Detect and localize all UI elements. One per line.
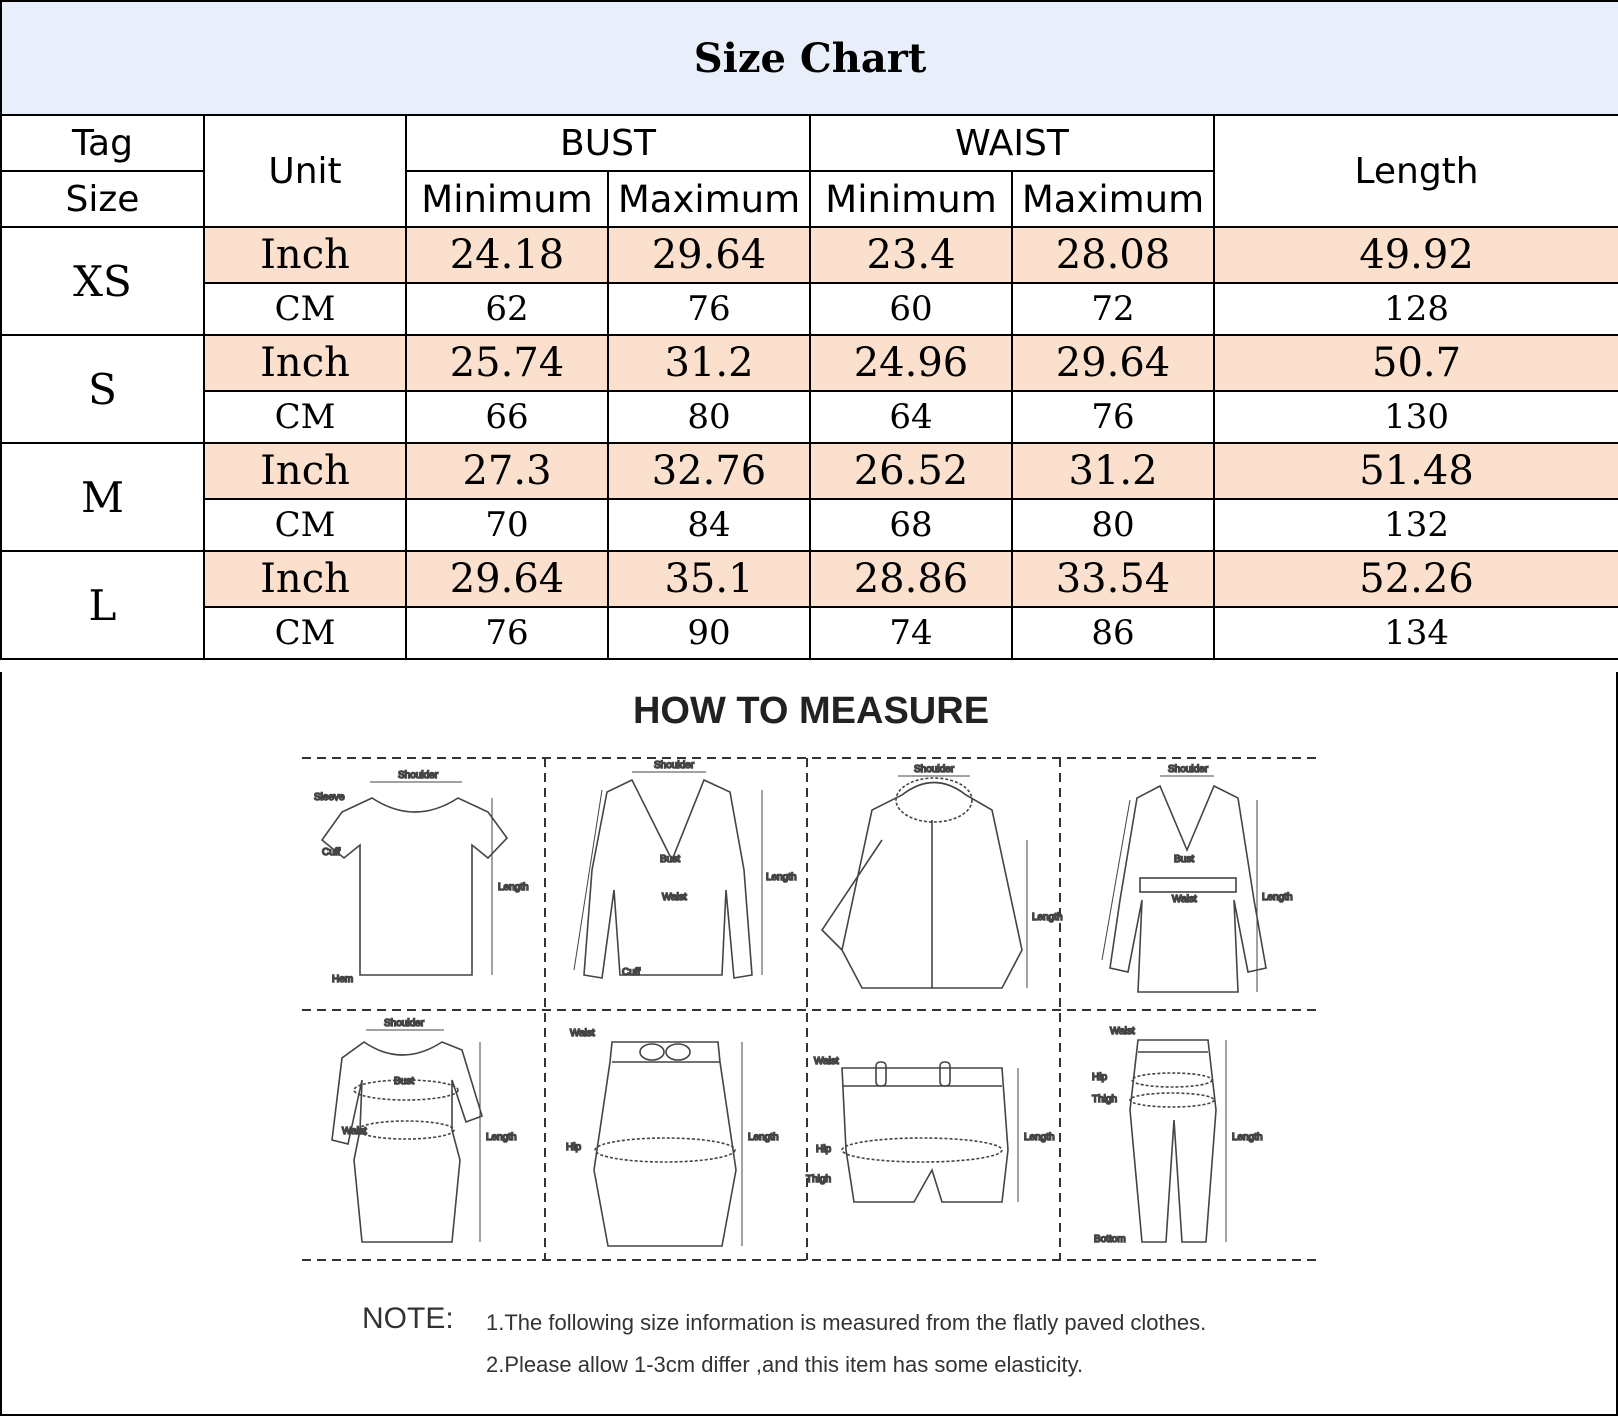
unit-cell: CM [204, 391, 406, 443]
length-label: Length [1024, 1132, 1055, 1143]
shoulder-label: Shoulder [1168, 764, 1209, 775]
trench-coat-diagram [1102, 764, 1293, 992]
note-line-2: 2.Please allow 1-3cm differ ,and this item has some elasticity. [486, 1352, 1084, 1377]
table-row [1, 499, 1618, 551]
bust-max-cell: 31.2 [608, 335, 810, 391]
waist-max-cell: 80 [1012, 499, 1214, 551]
waist-min-cell: 24.96 [810, 335, 1012, 391]
waist-label: Waist [1110, 1026, 1135, 1037]
bust-max-cell: 90 [608, 607, 810, 659]
hip-label: Hip [1092, 1072, 1108, 1083]
waist-max-cell: 76 [1012, 391, 1214, 443]
bust-maximum-header: Maximum [608, 171, 810, 227]
size-label: S [1, 335, 204, 443]
tag-header: Tag [1, 115, 204, 171]
unit-cell: Inch [204, 335, 406, 391]
bust-max-cell: 76 [608, 283, 810, 335]
bust-min-cell: 29.64 [406, 551, 608, 607]
table-row [1, 551, 1618, 607]
pants-diagram [1092, 1026, 1263, 1245]
waist-min-cell: 23.4 [810, 227, 1012, 283]
shoulder-label: Shoulder [384, 1018, 425, 1029]
hip-label: Hip [816, 1144, 832, 1155]
hooded-coat-diagram [822, 764, 1063, 988]
waist-min-cell: 26.52 [810, 443, 1012, 499]
unit-cell: CM [204, 607, 406, 659]
length-cell: 134 [1214, 607, 1618, 659]
size-chart-title: Size Chart [1, 1, 1618, 115]
sleeve-label: Sleeve [314, 792, 345, 803]
length-cell: 50.7 [1214, 335, 1618, 391]
length-cell: 51.48 [1214, 443, 1618, 499]
how-to-measure-section [0, 672, 1618, 1416]
bust-label: Bust [1174, 854, 1195, 865]
length-label: Length [766, 872, 797, 883]
unit-cell: Inch [204, 227, 406, 283]
waist-label: Waist [570, 1028, 595, 1039]
bust-max-cell: 32.76 [608, 443, 810, 499]
table-row [1, 607, 1618, 659]
length-cell: 130 [1214, 391, 1618, 443]
measurement-diagram [302, 750, 1322, 1275]
table-row [1, 335, 1618, 391]
length-label: Length [1262, 892, 1293, 903]
waist-max-cell: 29.64 [1012, 335, 1214, 391]
waist-minimum-header: Minimum [810, 171, 1012, 227]
length-label: Length [1032, 912, 1063, 923]
bust-min-cell: 25.74 [406, 335, 608, 391]
bust-label: Bust [394, 1076, 415, 1087]
waist-min-cell: 74 [810, 607, 1012, 659]
waist-max-cell: 72 [1012, 283, 1214, 335]
bust-min-cell: 70 [406, 499, 608, 551]
length-header: Length [1214, 115, 1618, 227]
bust-max-cell: 35.1 [608, 551, 810, 607]
table-row [1, 227, 1618, 283]
length-label: Length [1232, 1132, 1263, 1143]
bust-max-cell: 80 [608, 391, 810, 443]
thigh-label: Thigh [806, 1174, 832, 1185]
bust-min-cell: 62 [406, 283, 608, 335]
unit-cell: Inch [204, 443, 406, 499]
waist-min-cell: 60 [810, 283, 1012, 335]
waist-label: Waist [342, 1126, 367, 1137]
tshirt-diagram [314, 770, 529, 985]
size-chart-table [0, 0, 1618, 660]
unit-cell: CM [204, 499, 406, 551]
shoulder-label: Shoulder [654, 760, 695, 771]
length-label: Length [748, 1132, 779, 1143]
bust-max-cell: 84 [608, 499, 810, 551]
cuff-label: Cuff [322, 847, 341, 858]
dress-diagram [332, 1018, 517, 1242]
skirt-diagram [566, 1028, 779, 1246]
thigh-label: Thigh [1092, 1094, 1118, 1105]
waist-min-cell: 28.86 [810, 551, 1012, 607]
waist-min-cell: 68 [810, 499, 1012, 551]
shoulder-label: Shoulder [398, 770, 439, 781]
waist-max-cell: 31.2 [1012, 443, 1214, 499]
waist-header: WAIST [810, 115, 1214, 171]
length-cell: 49.92 [1214, 227, 1618, 283]
size-header: Size [1, 171, 204, 227]
size-label: XS [1, 227, 204, 335]
bust-min-cell: 76 [406, 607, 608, 659]
table-row [1, 443, 1618, 499]
unit-header: Unit [204, 115, 406, 227]
waist-max-cell: 33.54 [1012, 551, 1214, 607]
length-cell: 132 [1214, 499, 1618, 551]
waist-label: Waist [1172, 894, 1197, 905]
size-label: M [1, 443, 204, 551]
unit-cell: CM [204, 283, 406, 335]
hip-label: Hip [566, 1142, 582, 1153]
bust-label: Bust [660, 854, 681, 865]
length-cell: 128 [1214, 283, 1618, 335]
length-label: Length [486, 1132, 517, 1143]
waist-max-cell: 86 [1012, 607, 1214, 659]
unit-cell: Inch [204, 551, 406, 607]
how-to-measure-title: HOW TO MEASURE [632, 690, 990, 732]
bottom-label: Bottom [1094, 1234, 1126, 1245]
shorts-diagram [806, 1056, 1055, 1202]
waist-label: Waist [814, 1056, 839, 1067]
waist-min-cell: 64 [810, 391, 1012, 443]
table-row [1, 283, 1618, 335]
waist-max-cell: 28.08 [1012, 227, 1214, 283]
bust-header: BUST [406, 115, 810, 171]
blazer-diagram [574, 760, 797, 978]
note-line-1: 1.The following size information is measured from the flatly paved clothes. [486, 1310, 1207, 1335]
shoulder-label: Shoulder [914, 764, 955, 775]
note-label: NOTE: [362, 1302, 454, 1335]
length-cell: 52.26 [1214, 551, 1618, 607]
bust-min-cell: 27.3 [406, 443, 608, 499]
size-label: L [1, 551, 204, 659]
length-label: Length [498, 882, 529, 893]
bust-minimum-header: Minimum [406, 171, 608, 227]
hem-label: Hem [332, 974, 354, 985]
waist-maximum-header: Maximum [1012, 171, 1214, 227]
waist-label: Waist [662, 892, 687, 903]
bust-max-cell: 29.64 [608, 227, 810, 283]
bust-min-cell: 66 [406, 391, 608, 443]
table-row [1, 391, 1618, 443]
bust-min-cell: 24.18 [406, 227, 608, 283]
cuff-label: Cuff [622, 967, 641, 978]
